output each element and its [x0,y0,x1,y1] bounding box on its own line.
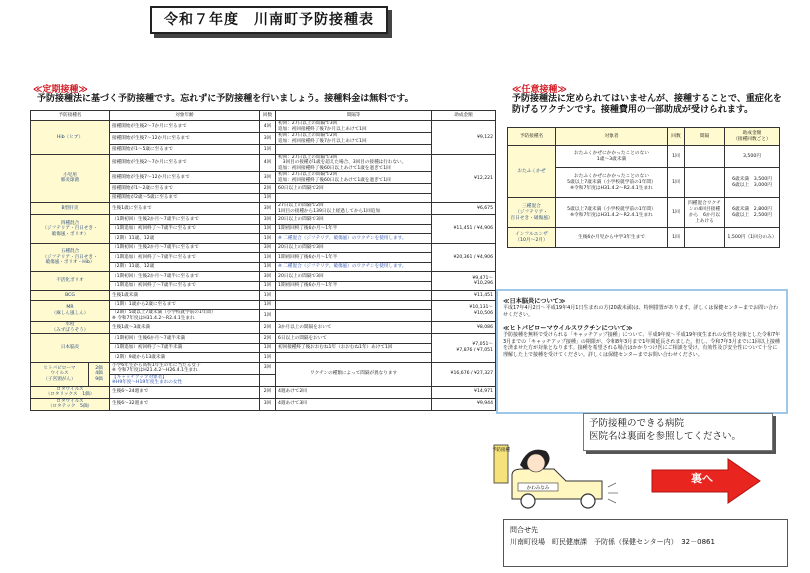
interval: 1期初回終了後6か月～1年半 [276,224,432,234]
dose-count: 1回 [260,353,276,363]
target-age: 生後6～32週まで [110,398,260,410]
dose-count: 2回 [260,184,276,194]
target-age: （2期）11歳、12歳 [110,234,260,244]
dose-count: 1回 [260,300,276,310]
valency-label: 2価 [95,365,103,371]
dose-count: 3回 [260,362,276,374]
opt-col-amount: 助成金額 （接種回数ごと） [725,128,780,146]
target-age: （1期初回）生後6か月～7歳半未満 [110,334,260,344]
subsidy-amount: ¥9,944 [432,398,496,410]
dose-count: 3回 [260,215,276,225]
opt-interval [685,168,725,198]
target-age: （2期）11歳、12歳 [110,262,260,272]
target-age: 生後1歳に至るまで [110,203,260,215]
interval: 初回：27日以上の間隔で2回 追加：初回接種終了後60日以上あけて1歳を過ぎて1回 [276,172,432,184]
optional-vaccine-table [507,127,780,248]
routine-intro: 予防接種法に基づく予防接種です。忘れずに予防接種を行いましょう。接種料金は無料です。 [37,94,414,104]
interval [276,353,432,363]
opt-amount: 3,500円 [725,146,780,168]
dose-count: 3回 [260,133,276,145]
dose-count: 3回 [260,272,276,282]
vaccine-name: 小児用 肺炎球菌 [31,154,110,203]
vaccine-name: 不活化ポリオ [31,272,110,291]
note-title-hpv: ≪ヒトパピローマウイルスワクチンについて≫ [503,325,633,333]
interval: ワクチンの種類によって間隔が異なります [276,362,432,386]
person-face-icon [527,454,545,472]
col-subsidy: 助成金額 [432,111,496,121]
vaccine-name: Hib（ヒブ） [31,121,110,155]
opt-amount: 6歳未満 3,500円 6歳以上 3,000円 [725,168,780,198]
dose-count: 1回 [260,310,276,322]
vaccine-name: BCG [31,291,110,301]
opt-target: 5歳以上7歳未満（小学校就学前の1年間） ※令和7年度はH31.4.2～R2.4.1生まれ [556,198,668,228]
subsidy-amount: ¥11,451 [432,291,496,301]
target-age: （1期初回）生後2か月～7歳半に至るまで [110,243,260,253]
optional-heading: ≪任意接種≫ [512,85,567,95]
contact-box [503,519,788,567]
target-age: （1期初回）生後2か月～7歳半に至るまで [110,272,260,282]
subsidy-amount: ¥11,451 / ¥4,906 [432,215,496,244]
subsidy-amount: ¥8,086 [432,322,496,334]
dose-count: 1回 [260,145,276,155]
opt-count: 1回 [668,168,685,198]
subsidy-amount: ¥14,971 [432,386,496,398]
interval [276,300,432,310]
opt-interval: 四種混合ワクチンの4回目接種から 6か月以上あける [685,198,725,228]
col-target-age: 対象年齢 [110,111,260,121]
optional-intro: 予防接種法に定められてはいませんが、接種することで、重症化を防げるワクチンです。接種費用の一部助成が受けられます。 [512,94,782,115]
subsidy-amount: ¥7,051～ ¥7,876 / ¥7,051 [432,334,496,363]
dose-count: 3回 [260,398,276,410]
dose-count: 2回 [260,386,276,398]
interval [276,145,432,155]
target-age: 接種開始が1～2歳に至るまで [110,184,260,194]
target-age: 接種開始が生後2～7か月に至るまで [110,121,260,133]
valency-label: 4価 [95,371,103,377]
interval: 20日以上の間隔で3回 [276,215,432,225]
opt-interval [685,146,725,168]
dose-count: 1回 [260,224,276,234]
banner-label: 予防接種 [492,448,510,453]
note-title-japanese-encephalitis: ≪日本脳炎について≫ [503,298,566,305]
table-row [31,398,496,410]
subsidy-amount: ¥16,676 / ¥27,327 [432,362,496,386]
table-row [31,243,496,253]
target-age: （1期追加）初回終了～7歳半に至るまで [110,253,260,263]
target-age: 生後1歳未満 [110,291,260,301]
vaccine-name: ロタウイルス （ロタテック 5価） [31,398,110,410]
opt-name-flu: インフルエンザ （10月～2月） [508,228,556,248]
target-age: 生後1歳～3歳未満 [110,322,260,334]
interval: 4週あけて2回 [276,386,432,398]
target-age: （1期追加）初回終了～7歳半に至るまで [110,281,260,291]
car-sign-label: かわみなみ [526,486,550,491]
page-title: 令和７年度 川南町予防接種表 [150,6,388,34]
target-age: （1期）1歳から2歳に至るまで [110,300,260,310]
subsidy-amount: ¥12,221 [432,154,496,203]
interval: 27日以上の間隔で2回 1回目の接種から139日以上経過してから1回追加 [276,203,432,215]
notes-box [496,289,788,414]
target-age: （2期）9歳から13歳未満 [110,353,260,363]
interval: 20日以上の間隔で3回 [276,272,432,282]
subsidy-amount: ¥9,471～ ¥10,296 [432,272,496,291]
opt-count: 1回 [668,228,685,248]
target-age: （2期）5歳以上7歳未満（小学校就学前の1年間） ※ 令和7年度はH31.4.2～R2.4.1生まれ [110,310,260,322]
target-age: （1期追加）初回終了～7歳半未満 [110,343,260,353]
interval: 20日以上の間隔で3回 [276,243,432,253]
routine-vaccine-table [30,110,496,411]
table-row [31,322,496,334]
target-age: 接種開始が生後7～12か月に至るまで [110,133,260,145]
table-row [31,334,496,344]
table-row [31,154,496,172]
vaccine-name: 日本脳炎 [31,334,110,363]
vaccine-name: 五種混合 （ジフテリア・百日せき・ 破傷風・ポリオ・Hib） [31,243,110,272]
vaccine-name: ロタウイルス （ロタリックス 1価） [31,386,110,398]
opt-target: おたふくかぜにかかったことのない 5歳以上7歳未満（小学校就学前の1年間） ※令和7年度はH31.4.2～R2.4.1生まれ [556,168,668,198]
vaccine-name: 水痘 （みずぼうそう） [31,322,110,334]
motion-lines-icon [608,483,618,503]
valency-label: 9価 [95,376,103,382]
turn-page-label: 裏へ [691,472,713,485]
opt-interval [685,228,725,248]
table-row [31,203,496,215]
interval: 初回：27日以上の間隔で3回 追加：初回接種終了後7か月以上あけて1回 [276,121,432,133]
dose-count: 1回 [260,193,276,203]
opt-row [508,146,780,168]
opt-count: 1回 [668,146,685,168]
dose-count: 2回 [260,322,276,334]
table-row [31,300,496,310]
table-row [31,362,496,374]
opt-name-mumps: おたふくかぜ [508,146,556,198]
col-vaccine-name: 予防接種名 [31,111,110,121]
table-row [31,291,496,301]
target-age: 生後6～24週まで [110,386,260,398]
table-row [31,272,496,282]
opt-col-name: 予防接種名 [508,128,556,146]
target-age: （1期初回）生後2か月～7歳半に至るまで [110,215,260,225]
vaccine-valency [89,362,110,386]
opt-target: おたふくかぜにかかったことのない 1歳～3歳未満 [556,146,668,168]
subsidy-amount: ¥6,675 [432,203,496,215]
wheel-icon [521,494,535,508]
opt-amount: 1,500円（1回分のみ） [725,228,780,248]
interval: 4週あけて3回 [276,398,432,410]
vaccine-name: B型肝炎 [31,203,110,215]
vaccine-name: ヒトパピローマ ウイルス （子宮頸がん） [31,362,89,386]
table-row [31,215,496,225]
dose-count: 1回 [260,253,276,263]
dose-count: 1回 [260,291,276,301]
table-row [31,386,496,398]
contact-detail: 川南町役場 町民健康課 予防係（保健センター内） 32－0861 [510,538,715,546]
target-age: 接種開始が2歳～5歳に至るまで [110,193,260,203]
target-age: 接種開始が生後7～12か月に至るまで [110,172,260,184]
subsidy-amount: ¥10,131～ ¥10,506 [432,300,496,322]
col-interval: 間隔等 [276,111,432,121]
note-text-hpv: 予防接種を無料で受けられる「キャッチアップ接種」について、平成9年度～平成19年度生まれの女性を対象とした令和7年3月までの「キャッチアップ接種」の期限が、令和8年3月まで1年間延長されました。但し、令和7年3月までに1回以上接種を済ませた方が対象となります。接種を希望される場合はかかりつけ医にご相談を受け、有効性及び安全性について十分に理解した上で接種を受けてください。詳しくは保健センターまでお問い合わせください。 [503,332,781,358]
dose-count: 4回 [260,121,276,133]
interval: 1期初回終了後6か月～1年半 [276,281,432,291]
dose-count: 3回 [260,243,276,253]
vaccine-name: MR （麻しん風しん） [31,300,110,322]
interval: ※ 二種混合（ジフテリア、破傷風）のワクチンを使用します。 [276,234,432,244]
subsidy-amount: ¥20,361 / ¥4,906 [432,243,496,272]
opt-amount: 6歳未満 2,800円 6歳以上 2,500円 [725,198,780,228]
interval: 初回接種終了後おおむね1年（おおむね1年）あけて1回 [276,343,432,353]
interval: 60日以上の間隔で2回 [276,184,432,194]
opt-row [508,198,780,228]
opt-row [508,228,780,248]
wheel-icon [581,494,595,508]
interval: 初回：27日以上の間隔で2回 追加：初回接種終了後7か月以上あけて1回 [276,133,432,145]
interval [276,310,432,322]
col-count: 回数 [260,111,276,121]
routine-heading: ≪定期接種≫ [33,85,88,95]
target-age: 接種開始が生後2～7か月に至るまで [110,154,260,172]
opt-count: 1回 [668,198,685,228]
dose-count: 3回 [260,203,276,215]
interval: 3か月以上の間隔をおいて [276,322,432,334]
table-row [31,121,496,133]
dose-count: 1回 [260,234,276,244]
interval: 6日以上の間隔をおいて [276,334,432,344]
dose-count: 4回 [260,154,276,172]
interval [276,291,432,301]
interval: 初回：27日以上の間隔で3回 3回目の接種が1歳を超えた場合、3回目の接種は行わない。 追加：初回接種終了後60日以上あけて1歳を過ぎて1回 [276,154,432,172]
target-age: 接種開始が1～5歳に至るまで [110,145,260,155]
contact-title: 問合せ先 [510,526,538,534]
vaccine-name: 四種混合 （ジフテリア・百日せき・ 破傷風・ポリオ） [31,215,110,244]
subsidy-amount: ¥9,122 [432,121,496,155]
opt-col-count: 回数 [668,128,685,146]
hospital-line1: 予防接種のできる病院 [589,418,685,429]
opt-col-interval: 間隔 [685,128,725,146]
dose-count: 2回 [260,334,276,344]
target-age: 【キャッチアップ対象者】 ※H9年度～H19年度生まれの女性 [110,374,260,386]
dose-count: 1回 [260,281,276,291]
hospital-line2: 医院名は裏面を参照してください。 [589,431,742,442]
vaccination-car-illustration [492,437,642,517]
interval: ※ 二種混合（ジフテリア、破傷風）のワクチンを使用します。 [276,262,432,272]
target-age: 小学6年生から高校1年生の年に当たる女子 ※ 令和7年度はH21.4.2～H26.4.1生まれ [110,362,260,374]
target-age: （1期追加）初回終了～7歳半に至るまで [110,224,260,234]
opt-col-target: 対象者 [556,128,668,146]
dose-count [260,374,276,386]
interval [276,193,432,203]
dose-count: 1回 [260,262,276,272]
opt-target: 生後6か月児から中学3年生まで [556,228,668,248]
dose-count: 3回 [260,172,276,184]
dose-count: 1回 [260,343,276,353]
opt-name-dtp: 三種混合 （ジフテリア・ 百日せき・破傷風） [508,198,556,228]
note-text-japanese-encephalitis: 平成17年4月2日～平成19年4月1日生まれの方(20歳未満)は、特例措置があります。詳しくは保健センターまでお問い合わせください。 [503,305,779,318]
interval: 1期初回終了後6か月～1年半 [276,253,432,263]
